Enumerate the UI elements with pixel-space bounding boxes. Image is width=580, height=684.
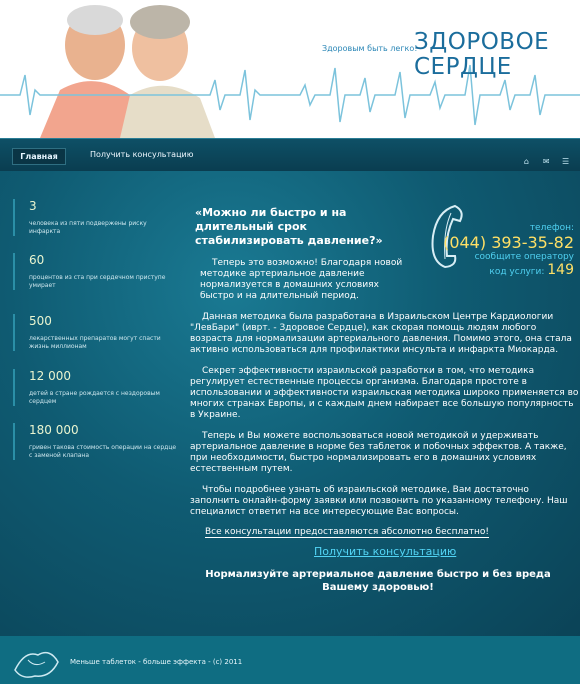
- article-paragraph: Чтобы подробнее узнать об израильской методике, Вам достаточно заполнить онлайн-форму заявки или позвонить по указанному телефону. Наш специалист ответит на все интересующие Вас вопросы.: [190, 485, 568, 517]
- site-title-line-2: СЕРДЦЕ: [414, 54, 512, 80]
- stat-item: [13, 253, 179, 290]
- stat-description: детей в стране рождается с нездоровым сердцем: [29, 390, 160, 405]
- footer-text: Меньше таблеток - больше эффекта - (с) 2011: [70, 658, 243, 666]
- nav-icons: [518, 149, 570, 168]
- footer: [0, 636, 580, 684]
- final-callout: Нормализуйте артериальное давление быстро и без вреда Вашему здоровью!: [205, 569, 551, 593]
- stat-value: 500: [29, 314, 52, 328]
- stat-value: 60: [29, 253, 45, 267]
- stat-item: [13, 199, 179, 236]
- sitemap-icon[interactable]: ☰: [562, 157, 570, 166]
- stat-description: человека из пяти подвержены риску инфаркта: [29, 220, 147, 235]
- service-code-label: код услуги:: [489, 267, 545, 277]
- article-paragraph: Секрет эффективности израильской разработки в том, что методика регулирует естественные процессы организма. Благодаря простоте в использовании и эффективности израильская методика широко применяется во многих странах Европы, и с каждым днем набирает все большую популярность в Украине.: [190, 366, 579, 420]
- stat-description: лекарственных препаратов могут спасти жизнь миллионам: [29, 335, 161, 350]
- site-title-line-1: ЗДОРОВОЕ: [414, 29, 550, 55]
- stat-item: [13, 369, 179, 406]
- header: [0, 0, 580, 138]
- get-consultation-link[interactable]: Получить консультацию: [314, 545, 457, 558]
- article-intro: Теперь это возможно! Благодаря новой методике артериальное давление нормализуется в домашних условиях быстро и на длительный период.: [200, 258, 403, 301]
- operator-text: сообщите оператору: [474, 252, 574, 262]
- phone-label: телефон:: [529, 223, 574, 233]
- nav-consultation-link[interactable]: Получить консультацию: [90, 150, 194, 159]
- free-consultation-note: Все консультации предоставляются абсолютно бесплатно!: [205, 527, 489, 537]
- main-content: [0, 171, 580, 636]
- stat-item: [13, 423, 179, 460]
- home-icon[interactable]: ⌂: [523, 157, 529, 166]
- phone-number[interactable]: (044) 393-35-82: [443, 233, 574, 252]
- article-paragraph: Данная методика была разработана в Израильском Центре Кардиологии "ЛевБари" (иврт. - Здоровое Сердце), как скорая помощь людям любого возраста для нормализации артериального давления. Помимо этого, она стала активно использоваться для профилактики инсульта и инфаркта Миокарда.: [190, 312, 572, 355]
- stat-description: гривен такова стоимость операции на сердце с заменой клапана: [29, 444, 177, 459]
- article: [190, 206, 580, 518]
- nav-home-button[interactable]: Главная: [12, 148, 66, 165]
- article-headline: «Можно ли быстро и на длительный срок стабилизировать давление?»: [195, 206, 383, 247]
- stat-value: 3: [29, 199, 37, 213]
- stat-value: 12 000: [29, 369, 71, 383]
- stat-description: процентов из ста при сердечном приступе умирает: [29, 274, 166, 289]
- article-paragraph: Теперь и Вы можете воспользоваться новой методикой и удерживать артериальное давление в норме без таблеток и побочных эффектов. А также, при необходимости, быстро нормализировать его в домашних условиях естественным путем.: [190, 431, 567, 474]
- site-title[interactable]: [414, 30, 549, 80]
- stat-value: 180 000: [29, 423, 79, 437]
- top-nav: [0, 138, 580, 172]
- hands-logo-icon: [10, 640, 65, 682]
- mail-icon[interactable]: ✉: [542, 157, 550, 166]
- site-tagline: Здоровым быть легко!: [322, 44, 418, 53]
- service-code-value: 149: [547, 262, 574, 278]
- stat-item: [13, 314, 179, 351]
